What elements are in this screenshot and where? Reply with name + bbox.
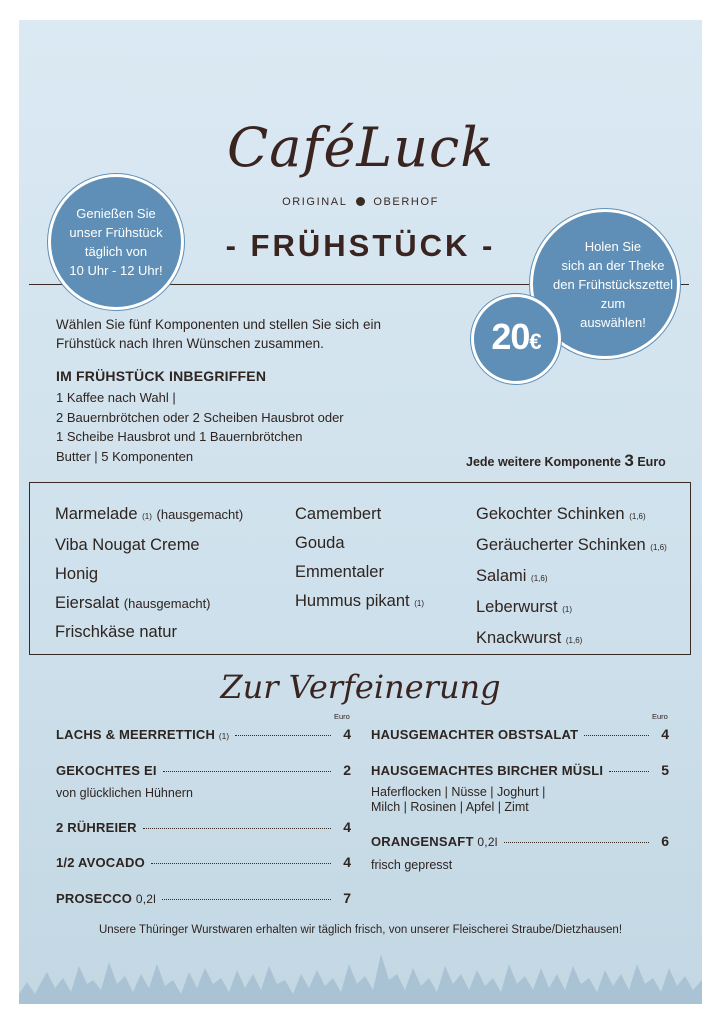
components-column-meat — [476, 500, 667, 655]
extra-unit: Euro — [637, 455, 666, 469]
badge-left-line: täglich von — [84, 244, 148, 259]
menu-page — [19, 20, 702, 1004]
component-item: Hummus pikant (1) — [295, 592, 424, 610]
price-currency: € — [529, 329, 541, 354]
included-heading: IM FRÜHSTÜCK INBEGRIFFEN — [56, 368, 267, 384]
component-item: Geräucherter Schinken (1,6) — [476, 536, 667, 554]
extra-item-description: frisch gepresst — [371, 858, 453, 872]
leader-dots — [235, 735, 331, 736]
extra-item-muesli: HAUSGEMACHTES BIRCHER MÜSLI 5 — [371, 762, 669, 778]
component-item: Gekochter Schinken (1,6) — [476, 505, 646, 523]
included-line: Butter | 5 Komponenten — [56, 448, 194, 464]
component-item: Honig — [55, 565, 99, 583]
extra-price: 6 — [661, 833, 669, 849]
footer-note: Unsere Thüringer Wurstwaren erhalten wir täglich frisch, von unserer Fleischerei Straube/Dietzhausen! — [98, 924, 623, 936]
extra-item-prosecco: PROSECCO 0,2l 7 — [56, 890, 351, 906]
extra-price: 4 — [343, 819, 351, 835]
component-item: Emmentaler — [295, 563, 384, 581]
leader-dots — [504, 842, 649, 843]
included-line: 2 Bauernbrötchen oder 2 Scheiben Hausbrot oder — [56, 409, 344, 425]
extra-item-ruehreier: 2 RÜHREIER 4 — [56, 819, 351, 835]
badge-right-line: auswählen! — [580, 314, 646, 330]
page-title: - FRÜHSTÜCK - — [225, 228, 496, 263]
badge-right-line: zum — [600, 295, 626, 311]
extra-price: 4 — [343, 726, 351, 742]
extra-price: 5 — [661, 762, 669, 778]
component-item: Camembert — [295, 505, 382, 523]
extra-price: 4 — [343, 854, 351, 870]
included-line: 1 Kaffee nach Wahl | — [56, 390, 176, 405]
badge-right-line: sich an der Theke — [561, 257, 665, 273]
extra-price: 3 — [624, 451, 634, 470]
component-item: Eiersalat (hausgemacht) — [55, 594, 211, 612]
badge-left-line: unser Frühstück — [69, 225, 163, 240]
euro-label-right: Euro — [652, 712, 668, 721]
extra-item-obstsalat: HAUSGEMACHTER OBSTSALAT 4 — [371, 726, 669, 742]
leader-dots — [584, 735, 649, 736]
included-line: 1 Scheibe Hausbrot und 1 Bauernbrötchen — [56, 429, 303, 444]
component-item: Leberwurst (1) — [476, 598, 572, 616]
extra-item-description: von glücklichen Hühnern — [56, 786, 193, 800]
component-item: Frischkäse natur — [55, 623, 177, 641]
leader-dots — [143, 828, 331, 829]
extra-item-avocado: 1/2 AVOCADO 4 — [56, 854, 351, 870]
leader-dots — [162, 899, 331, 900]
component-item: Marmelade (1) (hausgemacht) — [55, 505, 244, 523]
leader-dots — [151, 863, 331, 864]
extra-item-ei: GEKOCHTES EI 2 — [56, 762, 351, 778]
opening-hours-badge — [48, 174, 184, 310]
extra-price: 2 — [343, 762, 351, 778]
forest-silhouette — [19, 944, 702, 1004]
extra-price: 4 — [661, 726, 669, 742]
price-badge — [471, 294, 561, 384]
component-item: Gouda — [295, 534, 345, 552]
extra-item-orangensaft: ORANGENSAFT 0,2l 6 — [371, 833, 669, 849]
intro-line: Wählen Sie fünf Komponenten und stellen Sie sich ein — [56, 317, 381, 332]
leader-dots — [609, 771, 649, 772]
extra-text: Jede weitere Komponente — [466, 455, 621, 469]
price-value: 20 — [491, 316, 530, 357]
component-item: Knackwurst (1,6) — [476, 629, 583, 647]
included-list — [56, 388, 344, 466]
coffee-bean-icon — [356, 197, 365, 206]
cafe-logo: CaféLuck — [226, 116, 495, 179]
badge-right-line: den Frühstückszettel — [553, 276, 673, 292]
components-box — [29, 482, 691, 655]
euro-label-left: Euro — [334, 712, 350, 721]
extras-title: Zur Verfeinerung — [220, 668, 501, 706]
components-column-cheese — [295, 500, 424, 618]
extra-price: 7 — [343, 890, 351, 906]
extra-item-lachs: LACHS & MEERRETTICH (1) 4 — [56, 726, 351, 742]
components-column-spreads — [55, 500, 243, 647]
badge-right-line: Holen Sie — [584, 238, 642, 254]
badge-left-line: 10 Uhr - 12 Uhr! — [69, 263, 163, 278]
badge-left-line: Genießen Sie — [76, 206, 156, 221]
tagline-right: OBERHOF — [373, 196, 439, 208]
intro-text — [56, 315, 456, 353]
intro-line: Frühstück nach Ihren Wünschen zusammen. — [56, 336, 324, 351]
extra-component-note — [466, 451, 666, 471]
leader-dots — [163, 771, 331, 772]
tagline-left: ORIGINAL — [282, 196, 348, 208]
component-item: Viba Nougat Creme — [55, 536, 200, 554]
extra-item-description: Haferflocken | Nüsse | Joghurt | Milch | Rosinen | Apfel | Zimt — [371, 785, 546, 814]
component-item: Salami (1,6) — [476, 567, 548, 585]
